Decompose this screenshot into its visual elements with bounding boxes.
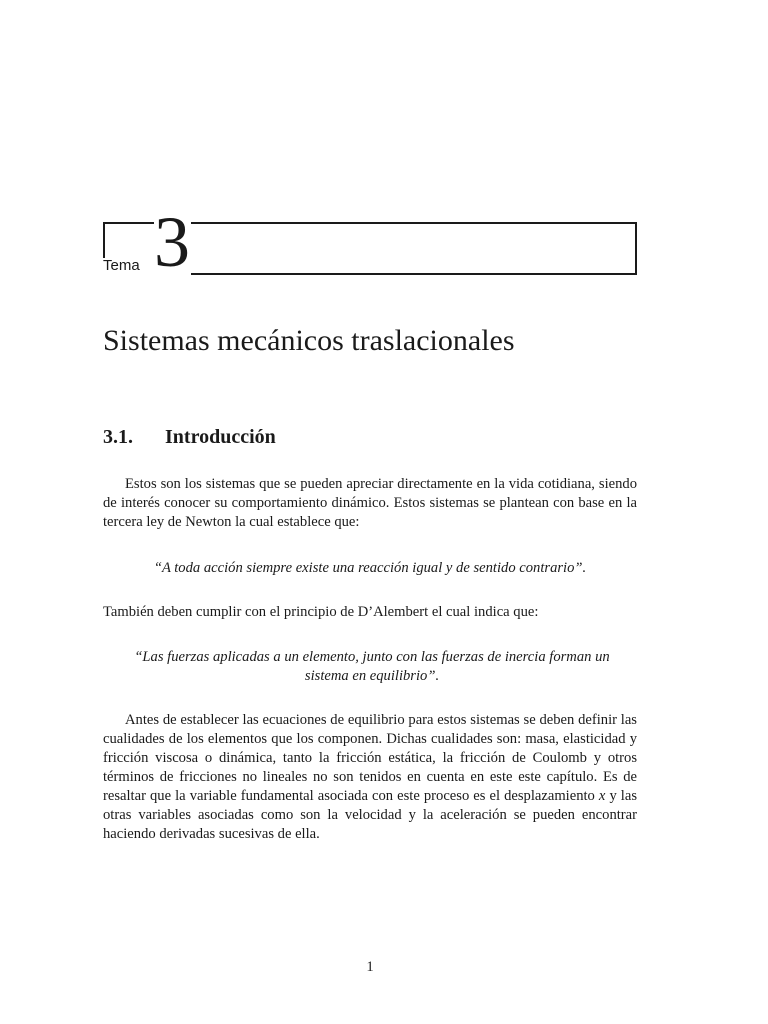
chapter-title: Sistemas mecánicos traslacionales [103,324,515,357]
chapter-number: 3 [154,202,190,282]
frame-top-left [103,222,154,224]
paragraph-qualities [103,711,637,844]
paragraph-qualities-text: Antes de establecer las ecuaciones de equilibrio para estos sistemas se deben definir las cualidades de los elementos que los componen. Dichas cualidades son: masa, elasticidad y fricción viscosa o dinámica, tanto la fricción estática, la fricción de Coulomb y otros términos de fricciones no lineales no son tenidos en cuenta en este este capítulo. Es de resaltar que la variable fundamental asociada con este proceso es el desplazamiento [103,712,637,804]
section-heading [103,425,276,449]
frame-top-right [191,222,637,224]
frame-left [103,222,105,258]
paragraph-dalembert: También deben cumplir con el principio de D’Alembert el cual indica que: [103,604,539,620]
page-number: 1 [366,959,374,975]
frame-right [635,222,637,275]
paragraph-intro: Estos son los sistemas que se pueden apreciar directamente en la vida cotidiana, siendo de interés conocer su comportamiento dinámico. Estos sistemas se plantean con base en la tercera ley de Newton la cual establece que: [103,476,637,530]
quote-dalembert: “Las fuerzas aplicadas a un elemento, junto con las fuerzas de inercia forman un sistema en equilibrio”. [134,649,610,684]
paragraph-qualities-text-end: y las otras variables asociadas como son la velocidad y la aceleración se pueden encontrar haciendo derivadas sucesivas de ella. [103,788,637,842]
chapter-label: Tema [103,257,140,274]
frame-bottom [191,273,637,275]
section-title: Introducción [165,426,276,448]
variable-x: x [598,788,606,804]
quote-newton: “A toda acción siempre existe una reacción igual y de sentido contrario”. [153,560,587,576]
section-number: 3.1. [103,426,133,448]
